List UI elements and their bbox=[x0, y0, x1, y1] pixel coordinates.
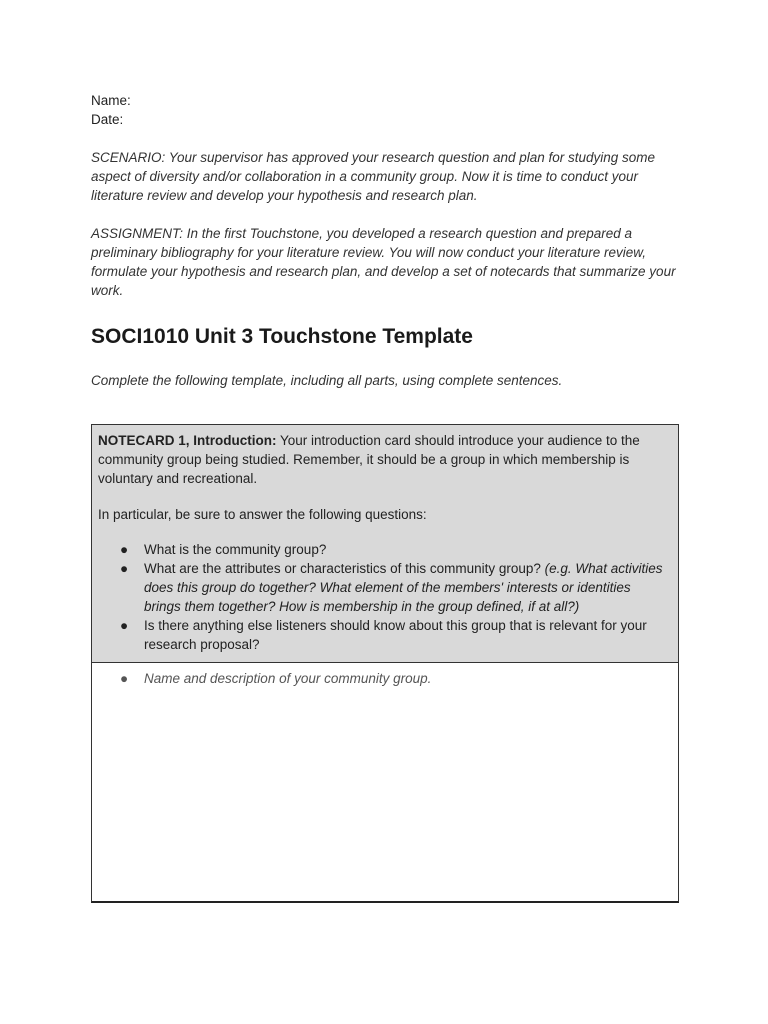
question-text: What are the attributes or characteristics of this community group? bbox=[144, 561, 545, 576]
date-label: Date: bbox=[91, 112, 124, 127]
bullet-icon: ● bbox=[120, 671, 129, 686]
question-list bbox=[98, 540, 670, 654]
question-item bbox=[98, 540, 670, 559]
notecard-1-answer-area[interactable] bbox=[92, 663, 678, 901]
assignment-paragraph: ASSIGNMENT: In the first Touchstone, you developed a research question and prepared a preliminary bibliography for your literature review. You will now conduct your literature review, formulate your hypothesis and research plan, and develop a set of notecards that summarize your work. bbox=[91, 226, 676, 298]
notecard-1-prompt bbox=[92, 425, 678, 663]
question-examples: (e.g. What activities does this group do together? What element of the members' interests or identities brings them together? How is membership in the group defined, if at all?) bbox=[144, 561, 663, 614]
bullet-icon: ● bbox=[120, 618, 129, 633]
question-item bbox=[98, 616, 670, 654]
question-text: What is the community group? bbox=[144, 542, 327, 557]
answer-placeholder-text: Name and description of your community group. bbox=[144, 671, 432, 686]
name-label: Name: bbox=[91, 93, 131, 108]
bullet-icon: ● bbox=[120, 542, 129, 557]
instructions-paragraph: Complete the following template, including all parts, using complete sentences. bbox=[91, 373, 563, 388]
scenario-paragraph: SCENARIO: Your supervisor has approved your research question and plan for studying some aspect of diversity and/or collaboration in a community group. Now it is time to conduct your literature review and develop your hypothesis and research plan. bbox=[91, 150, 656, 203]
question-item bbox=[98, 559, 670, 616]
notecard-1-intro-text: Your introduction card should introduce your audience to the community group being studied. Remember, it should be a group in which membership is voluntary and recreational. bbox=[98, 433, 640, 486]
notecard-1-table bbox=[91, 424, 679, 903]
question-text: Is there anything else listeners should know about this group that is relevant for your research proposal? bbox=[144, 618, 647, 652]
notecard-1-label: NOTECARD 1, Introduction: bbox=[98, 433, 277, 448]
notecard-1-intro bbox=[98, 431, 670, 488]
page-title: SOCI1010 Unit 3 Touchstone Template bbox=[91, 325, 473, 348]
notecard-1-particular: In particular, be sure to answer the following questions: bbox=[98, 507, 427, 522]
document-page bbox=[91, 91, 679, 390]
bullet-icon: ● bbox=[120, 561, 129, 576]
answer-placeholder-item[interactable] bbox=[98, 669, 670, 688]
